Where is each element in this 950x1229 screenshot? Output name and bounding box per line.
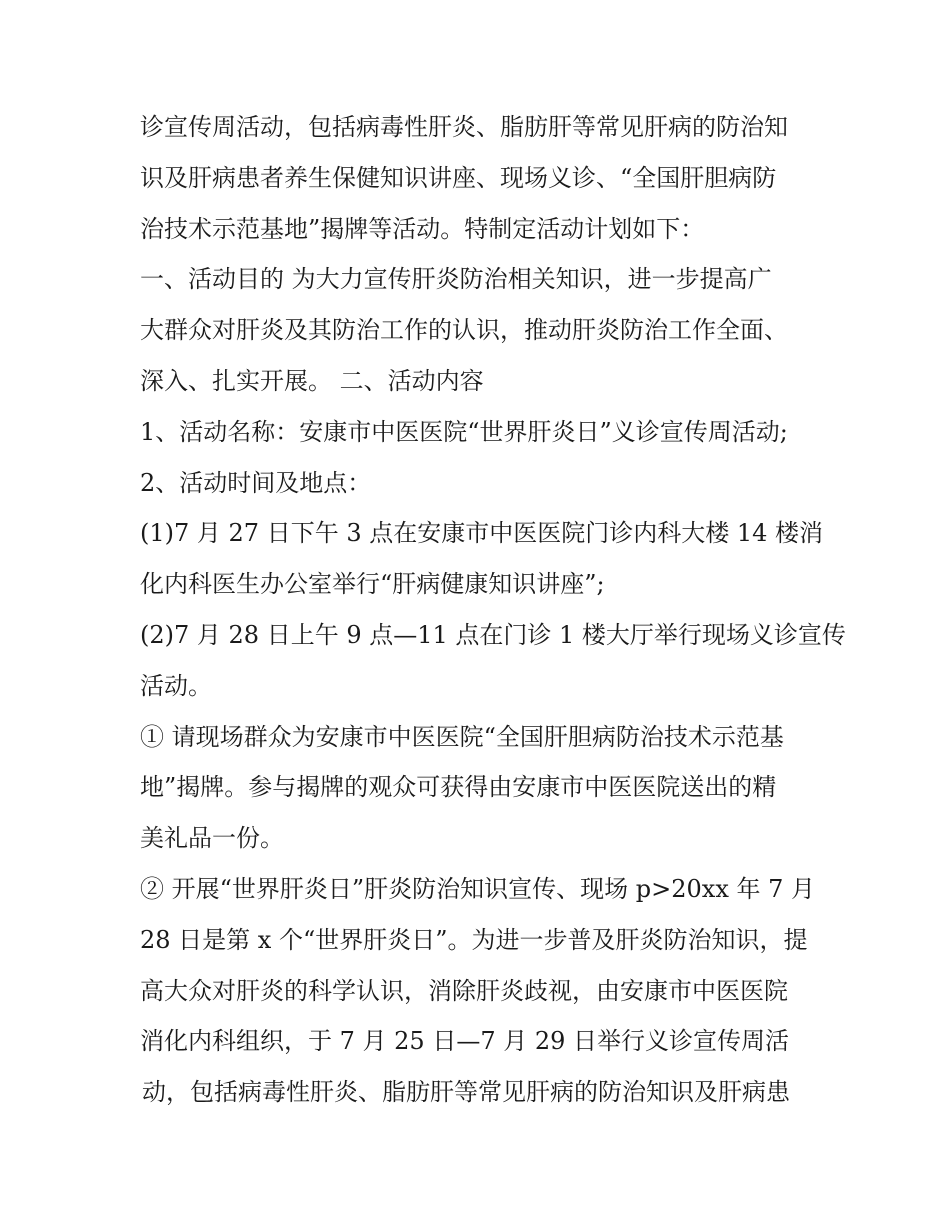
text-line: 识及肝病患者养生保健知识讲座、现场义诊、“全国肝胆病防 [140,163,777,192]
text-line: 诊宣传周活动，包括病毒性肝炎、脂肪肝等常见肝病的防治知 [140,113,788,141]
text-line: 消化内科组织，于 7 月 25 日—7 月 29 日举行义诊宣传周活 [140,1027,790,1056]
text-line: 治技术示范基地”揭牌等活动。特制定活动计划如下： [140,214,705,243]
text-line: 深入、扎实开展。 二、活动内容 [140,366,484,395]
text-line: 大群众对肝炎及其防治工作的认识，推动肝炎防治工作全面、 [140,316,788,345]
text-line: 1、活动名称：安康市中医医院“世界肝炎日”义诊宣传周活动; [140,417,788,446]
text-line: 一、活动目的 为大力宣传肝炎防治相关知识，进一步提高广 [140,265,772,294]
text-line: ② 开展“世界肝炎日”肝炎防治知识宣传、现场 p>20xx 年 7 月 [140,874,816,903]
text-line: 化内科医生办公室举行“肝病健康知识讲座”; [140,570,605,599]
text-line: 28 日是第 x 个“世界肝炎日”。为进一步普及肝炎防治知识，提 [140,925,808,954]
text-line: (2)7 月 28 日上午 9 点—11 点在门诊 1 楼大厅举行现场义诊宣传 [140,620,846,649]
text-line: 高大众对肝炎的科学认识，消除肝炎歧视，由安康市中医医院 [140,976,788,1005]
text-line: 2、活动时间及地点： [140,468,372,497]
text-line: (1)7 月 27 日下午 3 点在安康市中医医院门诊内科大楼 14 楼消 [140,519,824,548]
text-line: 动，包括病毒性肝炎、脂肪肝等常见肝病的防治知识及肝病患 [142,1078,790,1107]
text-line: 地”揭牌。参与揭牌的观众可获得由安康市中医医院送出的精 [140,773,777,802]
text-line: ① 请现场群众为安康市中医医院“全国肝胆病防治技术示范基 [140,722,784,751]
text-line: 美礼品一份。 [140,824,284,853]
text-line: 活动。 [140,671,212,700]
document-body [140,102,846,1118]
